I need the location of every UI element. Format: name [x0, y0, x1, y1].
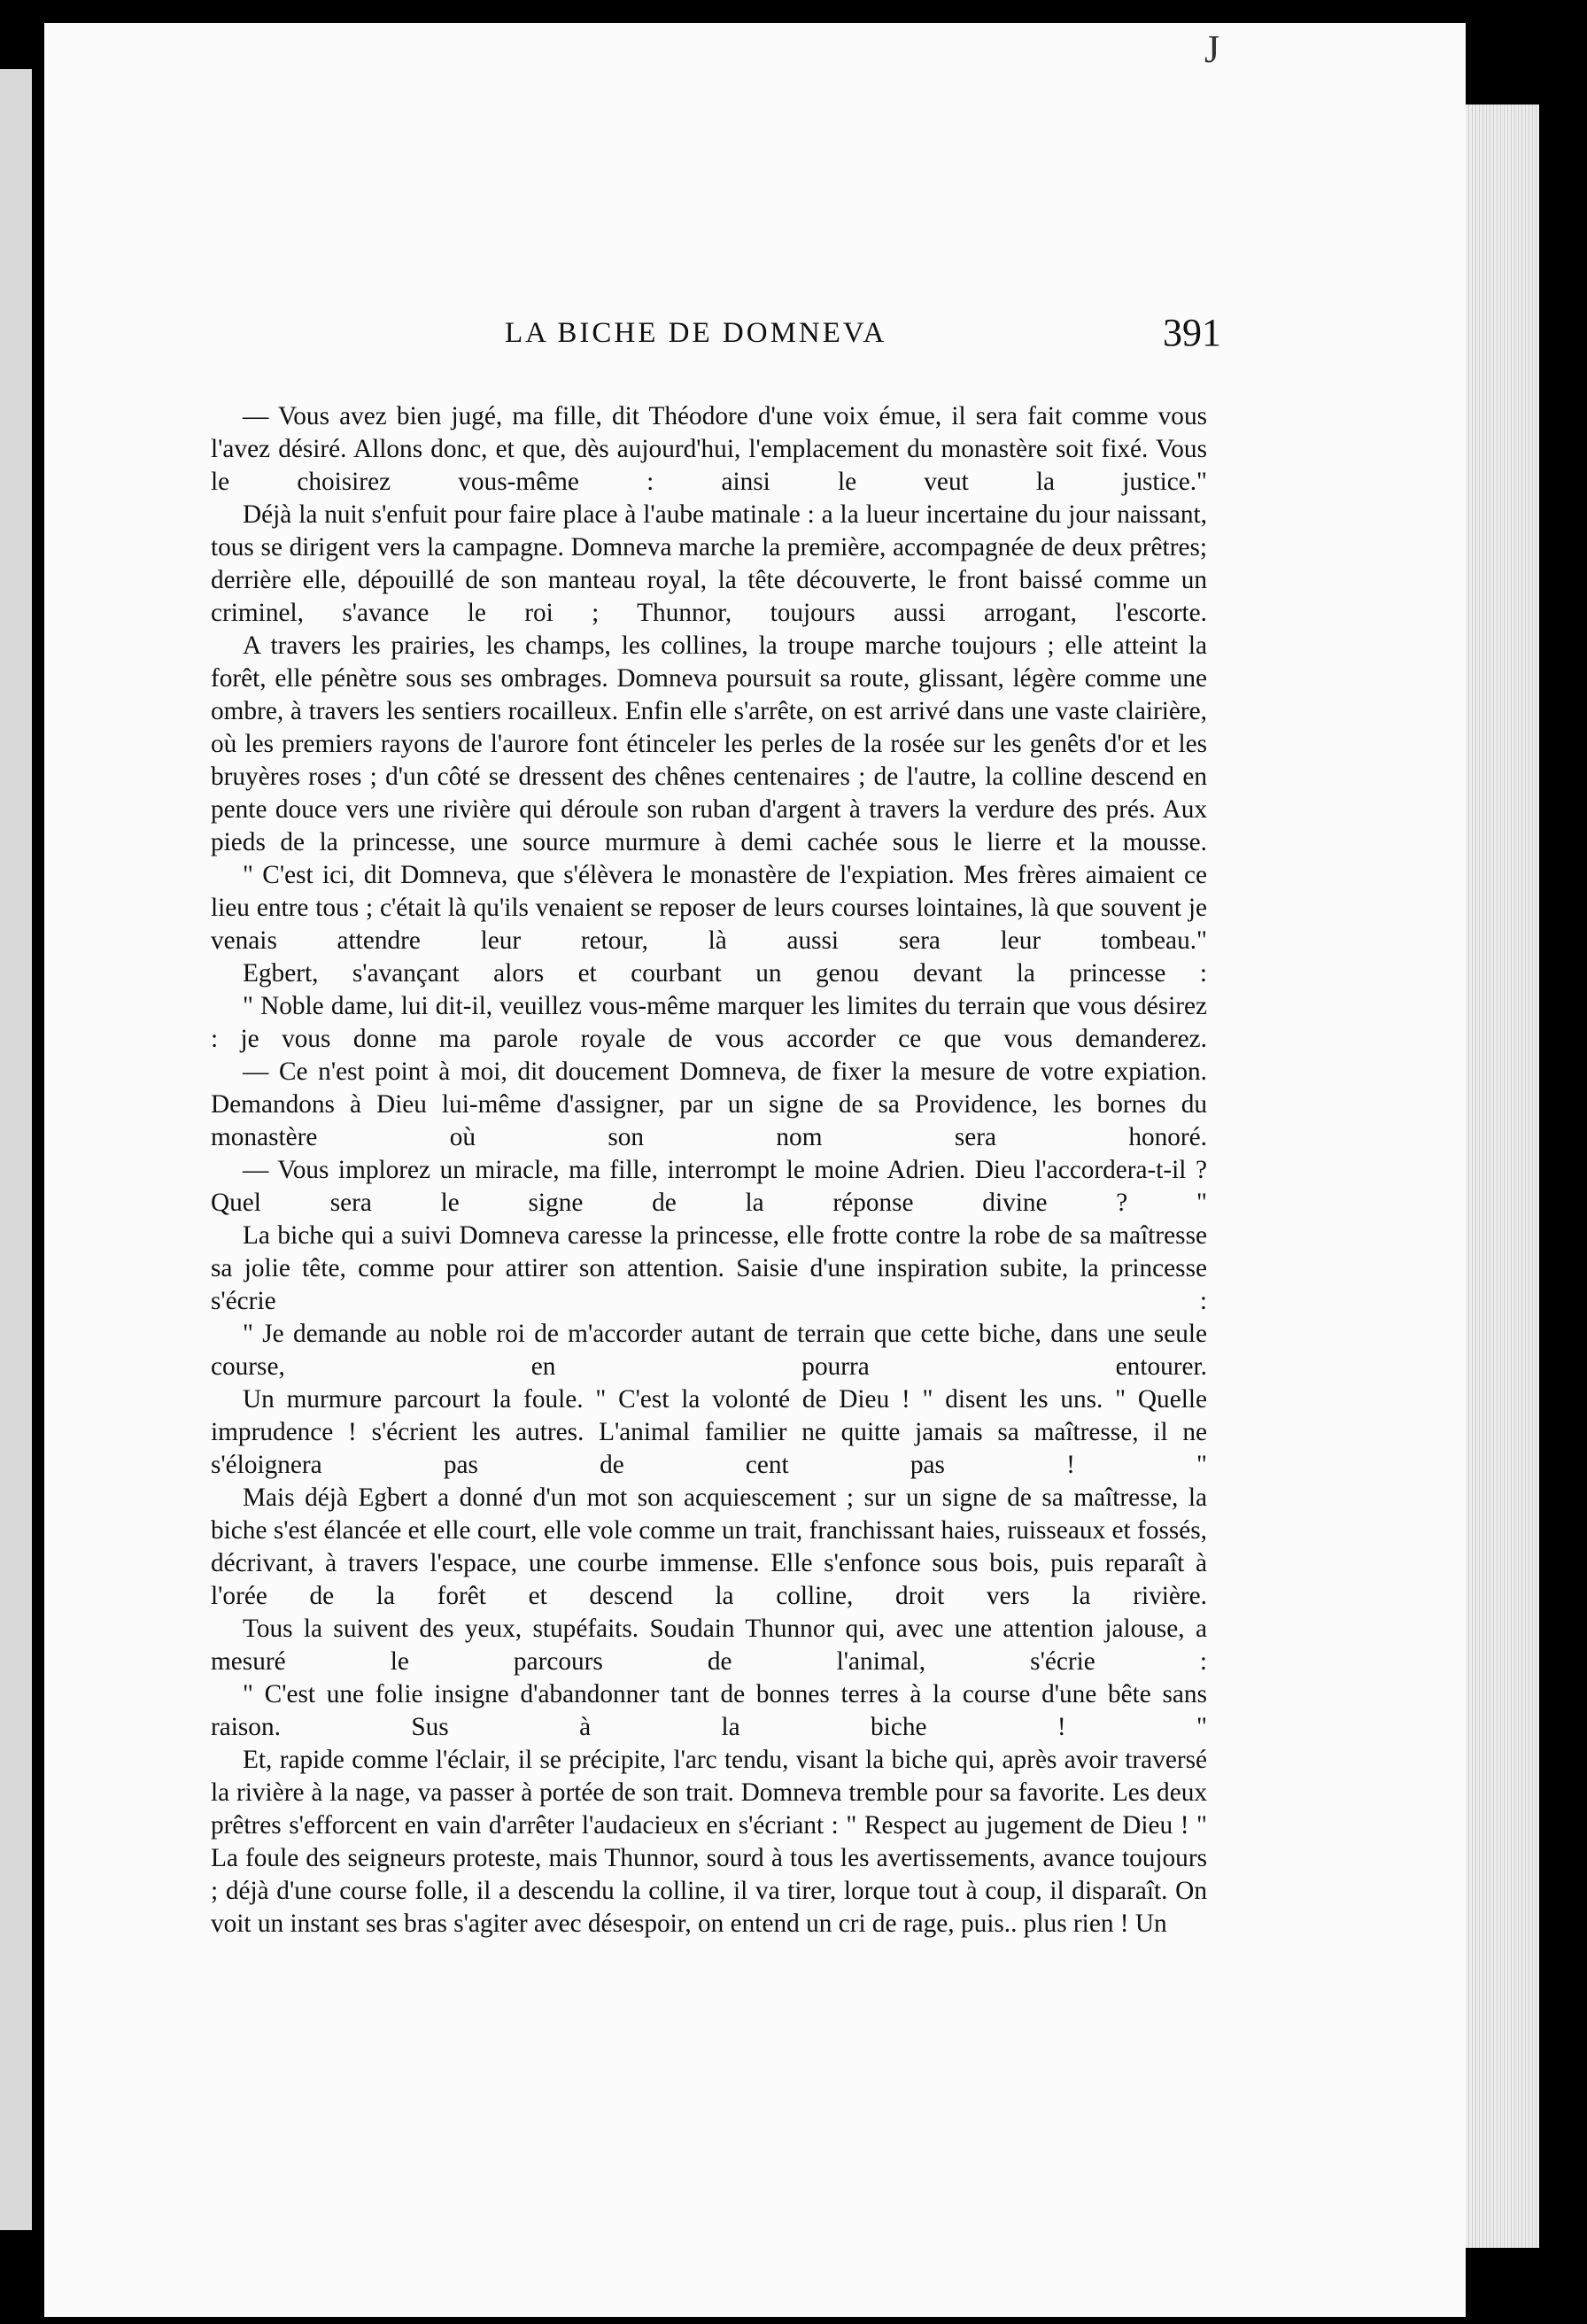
- previous-page-edge: [0, 69, 32, 2230]
- page-stack-edge: [1466, 105, 1539, 2248]
- paragraph: " C'est une folie insigne d'abandonner tant de bonnes terres à la course d'une bête sans raison. Sus à la biche ! ": [211, 1680, 1207, 1741]
- paragraph: Mais déjà Egbert a donné d'un mot son acquiescement ; sur un signe de sa maîtresse, la biche s'est élancée et elle court, elle vole comme un trait, franchissant haies, ruisseaux et fossés, décrivant, à travers l'espace, une courbe immense. Elle s'enfonce sous bois, puis reparaît à l'orée de la forêt et descend la colline, droit vers la rivière.: [211, 1483, 1207, 1610]
- paragraph: " Je demande au noble roi de m'accorder autant de terrain que cette biche, dans une seule course, en pourra entourer.: [211, 1320, 1207, 1381]
- corner-mark: J: [1204, 27, 1220, 71]
- paragraph: A travers les prairies, les champs, les collines, la troupe marche toujours ; elle atteint la forêt, elle pénètre sous ses ombrages. Domneva poursuit sa route, glissant, légère comme une ombre, à travers les sentiers rocailleux. Enfin elle s'arrête, on est arrivé dans une vaste clairière, où les premiers rayons de l'aurore font étinceler les perles de la rosée sur les genêts d'or et les bruyères roses ; d'un côté se dressent des chênes centenaires ; de l'autre, la colline descend en pente douce vers une rivière qui déroule son ruban d'argent à travers la verdure des prés. Aux pieds de la princesse, une source murmure à demi cachée sous le lierre et la mousse.: [211, 631, 1207, 856]
- paragraph: Déjà la nuit s'enfuit pour faire place à l'aube matinale : a la lueur incertaine du jour naissant, tous se dirigent vers la campagne. Domneva marche la première, accompagnée de deux prêtres; derrière elle, dépouillé de son manteau royal, la tête découverte, le front baissé comme un criminel, s'avance le roi ; Thunnor, toujours aussi arrogant, l'escorte.: [211, 500, 1207, 627]
- page-number: 391: [1163, 311, 1221, 354]
- paragraph: " Noble dame, lui dit-il, veuillez vous-même marquer les limites du terrain que vous désirez : je vous donne ma parole royale de vous accorder ce que vous demanderez.: [211, 992, 1207, 1053]
- paragraph: — Vous implorez un miracle, ma fille, interrompt le moine Adrien. Dieu l'accordera-t-il ? Quel sera le signe de la réponse divine ? ": [211, 1156, 1207, 1217]
- paragraph: " C'est ici, dit Domneva, que s'élèvera le monastère de l'expiation. Mes frères aimaient ce lieu entre tous ; c'était là qu'ils venaient se reposer de leurs courses lointaines, là que souvent je venais attendre leur retour, là aussi sera leur tombeau.": [211, 861, 1207, 955]
- paragraph: Tous la suivent des yeux, stupéfaits. Soudain Thunnor qui, avec une attention jalouse, a mesuré le parcours de l'animal, s'écrie :: [211, 1615, 1207, 1676]
- paragraph: La biche qui a suivi Domneva caresse la princesse, elle frotte contre la robe de sa maîtresse sa jolie tête, comme pour attirer son attention. Saisie d'une inspiration subite, la princesse s'écrie :: [211, 1221, 1207, 1315]
- body-text: [211, 400, 1207, 1941]
- paragraph: Et, rapide comme l'éclair, il se précipite, l'arc tendu, visant la biche qui, après avoir traversé la rivière à la nage, va passer à portée de son trait. Domneva tremble pour sa favorite. Les deux prêtres s'efforcent en vain d'arrêter l'audacieux en s'écriant : " Respect au jugement de Dieu ! " La foule des seigneurs proteste, mais Thunnor, sourd à tous les avertissements, avance toujours ; déjà d'une course folle, il a descendu la colline, il va tirer, lorque tout à coup, il disparaît. On voit un instant ses bras s'agiter avec désespoir, on entend un cri de rage, puis.. plus rien ! Un: [211, 1746, 1207, 1938]
- paragraph: — Ce n'est point à moi, dit doucement Domneva, de fixer la mesure de votre expiation. Demandons à Dieu lui-même d'assigner, par un signe de sa Providence, les bornes du monastère où son nom sera honoré.: [211, 1057, 1207, 1151]
- paragraph: Egbert, s'avançant alors et courbant un genou devant la princesse :: [243, 959, 1207, 988]
- paragraph: Un murmure parcourt la foule. " C'est la volonté de Dieu ! " disent les uns. " Quelle imprudence ! s'écrient les autres. L'animal familier ne quitte jamais sa maîtresse, il ne s'éloignera pas de cent pas ! ": [211, 1385, 1207, 1479]
- paragraph: — Vous avez bien jugé, ma fille, dit Théodore d'une voix émue, il sera fait comme vous l'avez désiré. Allons donc, et que, dès aujourd'hui, l'emplacement du monastère soit fixé. Vous le choisirez vous-même : ainsi le veut la justice.": [211, 402, 1207, 496]
- running-head: LA BICHE DE DOMNEVA: [505, 317, 887, 349]
